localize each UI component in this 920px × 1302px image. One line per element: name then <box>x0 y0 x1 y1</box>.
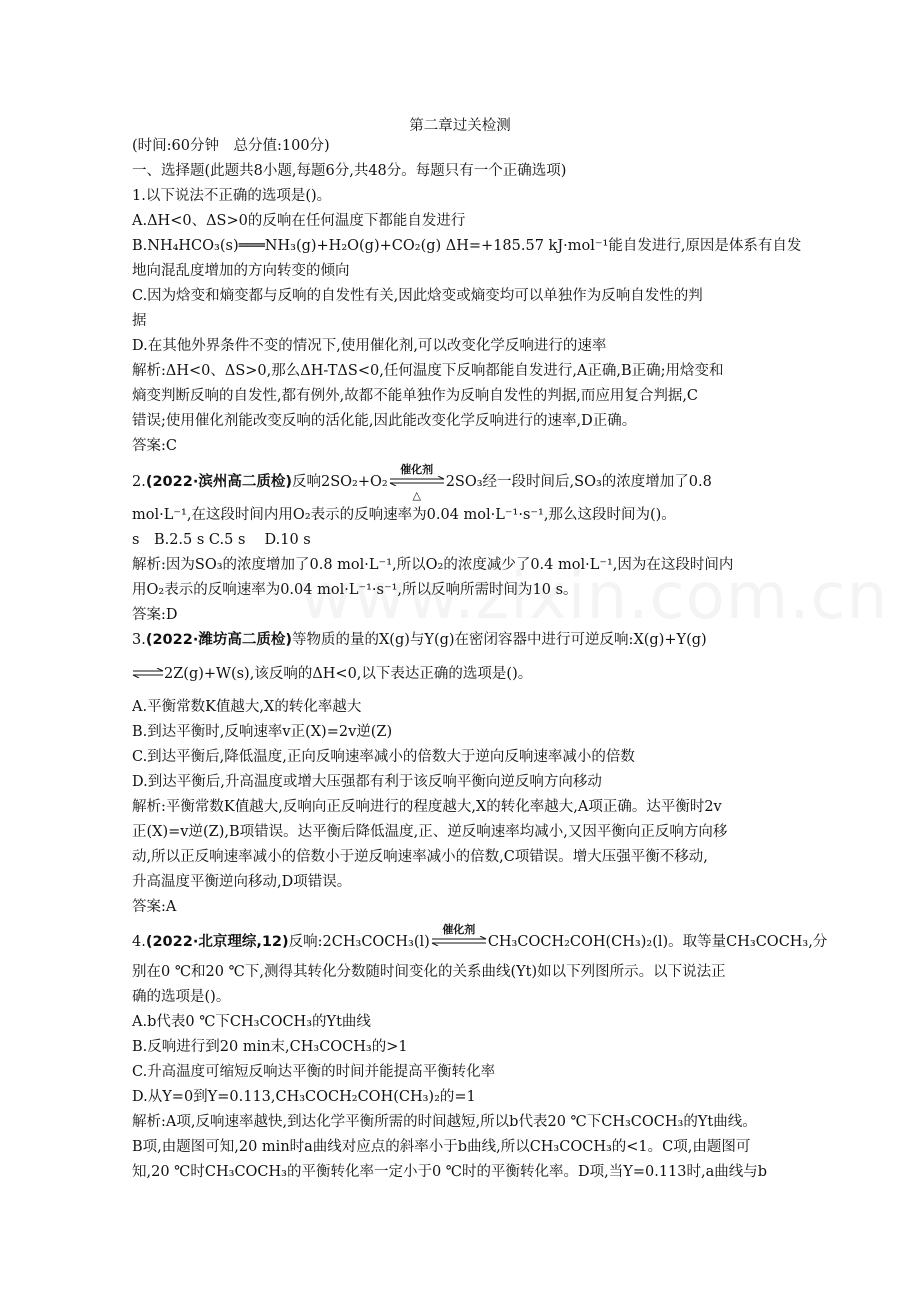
q2-analysis-1: 解析:因为SO₃的浓度增加了0.8 mol·L⁻¹,所以O₂的浓度减少了0.4 mol·L⁻¹,因为在这段时间内 <box>132 557 734 573</box>
heat-label: △ <box>412 489 421 502</box>
section-heading: 一、选择题(此题共8小题,每题6分,共48分。每题只有一个正确选项) <box>132 163 567 179</box>
q2-number: 2. <box>132 474 146 490</box>
q1-option-a: A.ΔH<0、ΔS>0的反响在任何温度下都能自发进行 <box>132 213 466 229</box>
q2-source: (2022·滨州高二质检) <box>145 474 292 490</box>
q3-analysis-2: 正(X)=v逆(Z),B项错误。达平衡后降低温度,正、逆反响速率均减小,又因平衡向正反响方向移 <box>132 824 728 840</box>
equilibrium-arrow-icon <box>430 936 488 946</box>
q1-analysis-2: 熵变判断反响的自发性,都有例外,故都不能单独作为反响自发性的判据,而应用复合判据,C <box>132 388 699 404</box>
q3-option-b: B.到达平衡时,反响速率v正(X)=2v逆(Z) <box>132 724 393 740</box>
q1-analysis-3: 错误;使用催化剂能改变反响的活化能,因此能改变化学反响进行的速率,D正确。 <box>132 413 637 429</box>
reaction-arrow <box>430 923 488 952</box>
q1-analysis-1: 解析:ΔH<0、ΔS>0,那么ΔH-TΔS<0,任何温度下反响都能自发进行,A正确,B正确;用焓变和 <box>132 363 724 379</box>
q3-analysis-4: 升高温度平衡逆向移动,D项错误。 <box>132 874 352 890</box>
q2-stem-2: mol·L⁻¹,在这段时间内用O₂表示的反响速率为0.04 mol·L⁻¹·s⁻¹,那么这段时间为()。 <box>132 507 676 523</box>
q3-analysis-3: 动,所以正反响速率减小的倍数小于逆反响速率减小的倍数,C项错误。增大压强平衡不移动, <box>132 849 708 865</box>
q3-option-d: D.到达平衡后,升高温度或增大压强都有利于该反响平衡向逆反响方向移动 <box>132 774 602 790</box>
q1-option-c-cont: 据 <box>132 313 147 329</box>
reaction-arrow <box>388 463 446 502</box>
q1-option-b-cont: 地向混乱度增加的方向转变的倾向 <box>132 263 350 279</box>
q4-stem-a: 反响:2CH₃COCH₃(l) <box>288 934 430 950</box>
q4-analysis-1: 解析:A项,反响速率越快,到达化学平衡所需的时间越短,所以b代表20 ℃下CH₃COCH₃的Yt曲线。 <box>132 1114 757 1130</box>
q2-analysis-2: 用O₂表示的反响速率为0.04 mol·L⁻¹·s⁻¹,所以反响所需时间为10 s。 <box>132 582 578 598</box>
q2-stem-a: 反响2SO₂+O₂ <box>291 474 388 490</box>
q3-stem-2 <box>132 664 532 684</box>
exam-meta: (时间:60分钟 总分值:100分) <box>132 138 330 154</box>
q2-stem <box>132 463 712 502</box>
q2-options: s B.2.5 s C.5 s D.10 s <box>132 532 311 548</box>
catalyst-label: 催化剂 <box>442 923 476 936</box>
page-title: 第二章过关检测 <box>409 118 511 134</box>
q4-option-d: D.从Y=0到Y=0.113,CH₃COCH₂COH(CH₃)₂的=1 <box>132 1089 476 1105</box>
q1-answer: 答案:C <box>132 438 177 454</box>
q1-stem: 1.以下说法不正确的选项是()。 <box>132 188 332 204</box>
reversible-arrow <box>132 664 164 684</box>
q4-analysis-3: 知,20 ℃时CH₃COCH₃的平衡转化率一定小于0 ℃时的平衡转化率。D项,当Y=0.113时,a曲线与b <box>132 1164 768 1180</box>
q4-stem-3: 确的选项是()。 <box>132 989 231 1005</box>
q1-option-d: D.在其他外界条件不变的情况下,使用催化剂,可以改变化学反响进行的速率 <box>132 338 607 354</box>
q3-option-a: A.平衡常数K值越大,X的转化率越大 <box>132 699 362 715</box>
q4-option-c: C.升高温度可缩短反响达平衡的时间并能提高平衡转化率 <box>132 1064 496 1080</box>
q1-option-c: C.因为焓变和熵变都与反响的自发性有关,因此焓变或熵变均可以单独作为反响自发性的判 <box>132 288 703 304</box>
q4-number: 4. <box>132 934 146 950</box>
q4-source: (2022·北京理综,12) <box>145 934 289 950</box>
q3-option-c: C.到达平衡后,降低温度,正向反响速率减小的倍数大于逆向反响速率减小的倍数 <box>132 749 635 765</box>
q3-analysis-1: 解析:平衡常数K值越大,反响向正反响进行的程度越大,X的转化率越大,A项正确。达平衡时2v <box>132 799 722 815</box>
q3-source: (2022·潍坊高二质检) <box>145 632 292 648</box>
q4-stem-b: CH₃COCH₂COH(CH₃)₂(l)。取等量CH₃COCH₃,分 <box>487 934 828 950</box>
q4-analysis-2: B项,由题图可知,20 min时a曲线对应点的斜率小于b曲线,所以CH₃COCH₃的<1。C项,由题图可 <box>132 1139 751 1155</box>
q1-option-b: B.NH₄HCO₃(s)═══NH₃(g)+H₂O(g)+CO₂(g) ΔH=+185.57 kJ·mol⁻¹能自发进行,原因是体系有自发 <box>132 238 802 254</box>
q3-answer: 答案:A <box>132 899 177 915</box>
q3-stem <box>132 630 707 650</box>
q3-stem-b: 2Z(g)+W(s),该反响的ΔH<0,以下表达正确的选项是()。 <box>164 666 533 682</box>
q4-stem <box>132 923 828 952</box>
q2-answer: 答案:D <box>132 607 178 623</box>
catalyst-label: 催化剂 <box>400 463 434 476</box>
q3-number: 3. <box>132 632 146 648</box>
q4-option-a: A.b代表0 ℃下CH₃COCH₃的Yt曲线 <box>132 1014 371 1030</box>
q2-stem-b: 2SO₃经一段时间后,SO₃的浓度增加了0.8 <box>445 474 712 490</box>
q4-option-b: B.反响进行到20 min末,CH₃COCH₃的>1 <box>132 1039 408 1055</box>
equilibrium-arrow-icon <box>132 668 164 678</box>
equilibrium-arrow-icon <box>388 476 446 486</box>
q4-stem-2: 别在0 ℃和20 ℃下,测得其转化分数随时间变化的关系曲线(Yt)如以下列图所示。以下说法正 <box>132 964 726 980</box>
q3-stem-a: 等物质的量的X(g)与Y(g)在密闭容器中进行可逆反响:X(g)+Y(g) <box>291 632 707 648</box>
